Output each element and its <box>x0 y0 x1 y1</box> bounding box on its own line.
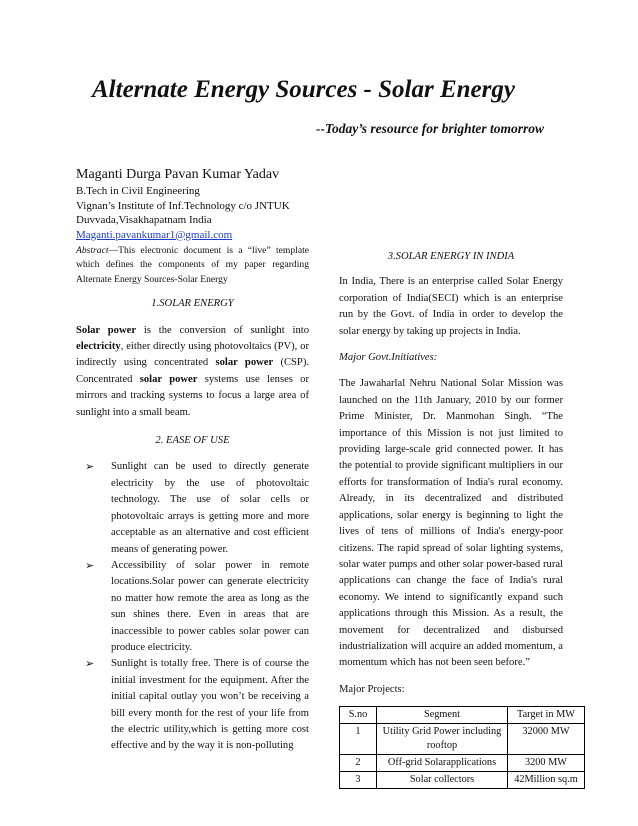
initiatives-heading: Major Govt.Initiatives: <box>339 352 438 364</box>
table-header-cell: Target in MW <box>508 707 585 724</box>
section-heading-solar-energy-india: 3.SOLAR ENERGY IN INDIA <box>387 251 515 262</box>
affiliation-line: Vignan’s Institute of Inf.Technology c/o JNTUK <box>76 199 290 212</box>
table-cell: Off-grid Solarapplications <box>377 755 508 772</box>
table-row <box>340 724 585 755</box>
arrow-bullet-icon: ➢ <box>85 558 95 572</box>
table-cell: Utility Grid Power including rooftop <box>377 724 508 755</box>
table-cell: 3200 MW <box>508 755 585 772</box>
table-header-row <box>340 707 585 724</box>
arrow-bullet-icon: ➢ <box>85 657 95 671</box>
abstract-text: —This electronic document is a “live” template which defines the components of my paper regarding Alternate Energy Sources-Solar Energy <box>76 245 309 285</box>
abstract-label: Abstract <box>76 245 109 256</box>
paragraph-text: (CSP). Concentrated <box>76 357 309 385</box>
list-item-text: Sunlight can be used to directly generate electricity by the use of photovoltaic technology. The use of solar cells or photovoltaic arrays is getting more and more acceptable as an alternative and cost efficient means of generating power. <box>111 461 309 555</box>
list-item-text: Sunlight is totally free. There is of course the initial investment for the equipment. After the initial capital outlay you won’t be receiving a bill every month for the rest of your life from the electric utility,which is getting more cost effective and by the way it is non-polluting <box>111 658 309 752</box>
term-solar-power: solar power <box>215 357 274 369</box>
author-email-link[interactable]: Maganti.pavankumar1@gmail.com <box>76 228 233 241</box>
term-solar-power: Solar power <box>76 324 137 336</box>
affiliation-line: B.Tech in Civil Engineering <box>76 185 200 197</box>
table-cell: 1 <box>340 724 377 755</box>
author-affiliation <box>76 184 290 242</box>
section-heading-ease-of-use: 2. EASE OF USE <box>155 435 230 447</box>
list-item <box>76 656 309 754</box>
table-cell: 2 <box>340 755 377 772</box>
table-cell: 42Million sq.m <box>508 772 585 789</box>
paragraph-text: , either directly using photovoltaics (PV), or indirectly using concentrated <box>76 341 309 369</box>
table-row <box>340 755 585 772</box>
right-column <box>339 244 578 789</box>
seci-paragraph: In India, There is an enterprise called Solar Energy corporation of India(SECI) which is an enterprise run by the Govt. of India in order to develop the solar energy by taking up projects in India. <box>339 276 563 337</box>
solar-power-paragraph <box>76 323 309 421</box>
left-column <box>76 244 309 755</box>
table-cell: 3 <box>340 772 377 789</box>
table-cell: 32000 MW <box>508 724 585 755</box>
ease-of-use-list <box>76 459 309 754</box>
paragraph-text: systems use lenses or mirrors and tracking systems to focus a large area of sunlight into a small beam. <box>76 373 310 418</box>
affiliation-line: Duvvada,Visakhapatnam India <box>76 214 212 226</box>
list-item-text: Accessibility of solar power in remote locations.Solar power can generate electricity no matter how remote the area as long as the sun shines there. Even in areas that are inaccessible to power cables solar power can produce electricity. <box>111 559 309 653</box>
paragraph-text: is the conversion of sunlight into <box>136 324 309 336</box>
term-electricity: electricity <box>76 341 121 353</box>
initiatives-paragraph: The Jawaharlal Nehru National Solar Mission was launched on the 11th January, 2010 by our former Prime Minister, Dr. Manmohan Singh. “The importance of this Mission is not just limited to providing large-scale grid connected power. It has the potential to provide significant multipliers in our efforts for transformation of India's rural economy. Already, in its decentralized and distributed applications, solar energy is beginning to light the lives of tens of millions of India's energy-poor citizens. The rapid spread of solar lighting systems, solar water pumps and other solar power-based rural applications can change the face of India's rural economy. We intend to significantly expand such applications through this Mission. As a result, the movement for decentralized and disbursed industrialization will acquire an added momentum, a momentum which has not been seen before.” <box>339 378 563 669</box>
paper-title: Alternate Energy Sources - Solar Energy <box>92 76 515 103</box>
section-heading-solar-energy: 1.SOLAR ENERGY <box>151 298 234 310</box>
list-item <box>76 558 309 656</box>
abstract <box>76 244 309 287</box>
term-solar-power: solar power <box>139 373 198 385</box>
table-header-cell: Segment <box>377 707 508 724</box>
table-header-cell: S.no <box>340 707 377 724</box>
paper-subtitle: --Today’s resource for brighter tomorrow <box>316 121 545 136</box>
projects-heading: Major Projects: <box>339 683 405 695</box>
arrow-bullet-icon: ➢ <box>85 460 95 474</box>
author-name: Maganti Durga Pavan Kumar Yadav <box>76 167 280 182</box>
list-item <box>76 459 309 557</box>
table-cell: Solar collectors <box>377 772 508 789</box>
projects-table <box>339 706 585 789</box>
table-row <box>340 772 585 789</box>
